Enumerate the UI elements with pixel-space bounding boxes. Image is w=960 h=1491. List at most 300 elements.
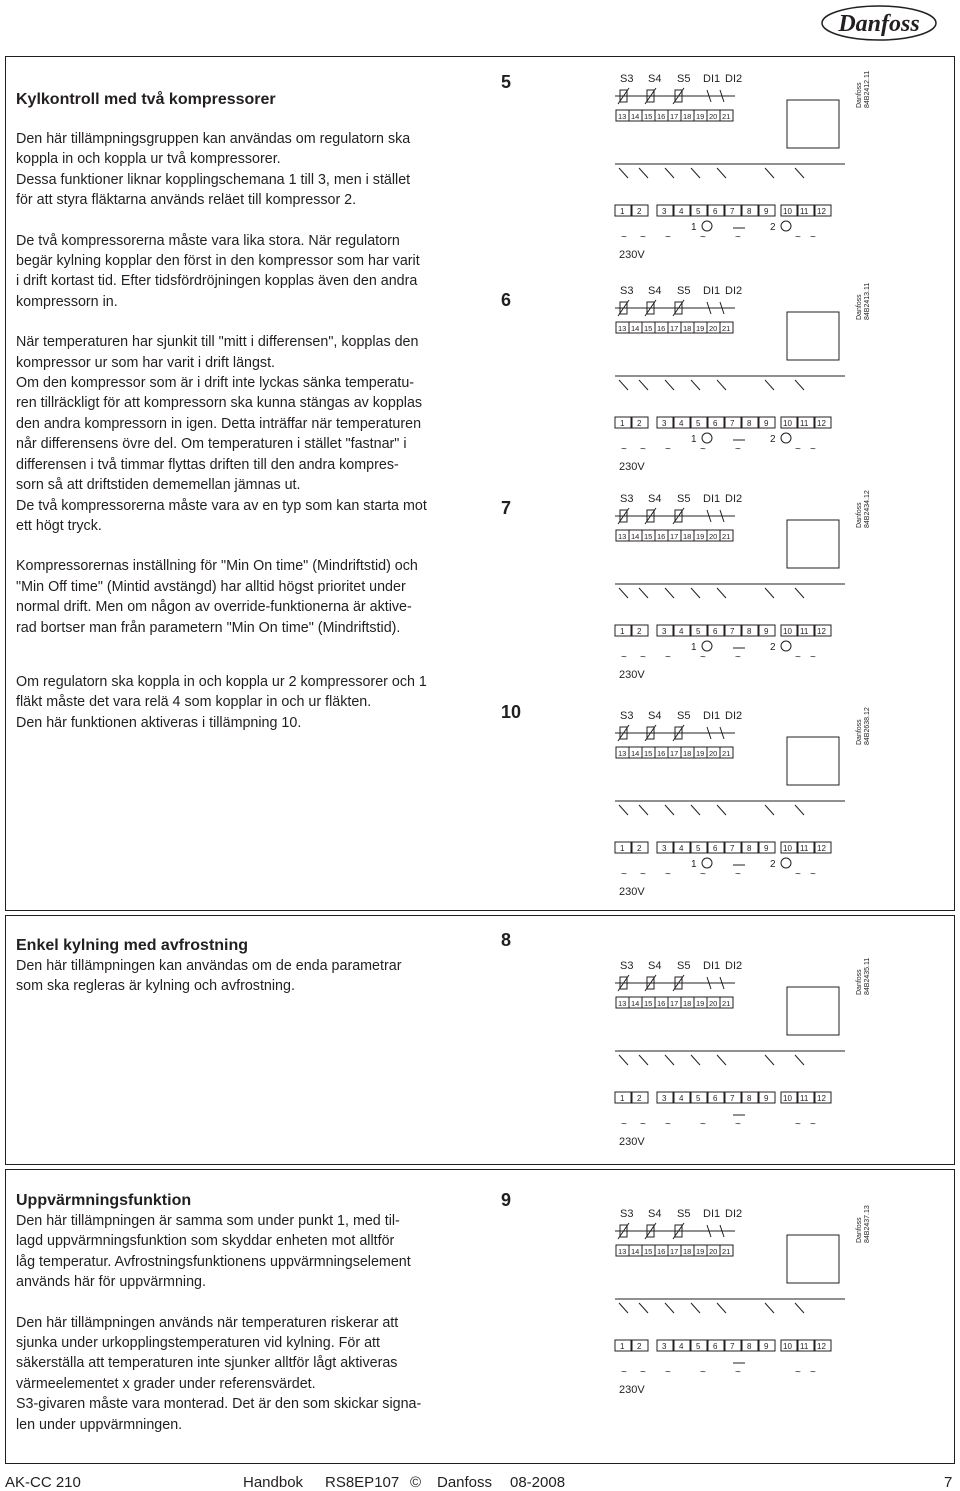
sensor-label: DI2 [725, 960, 743, 972]
bottom-terminal-label: 5 [696, 207, 701, 216]
bottom-terminal-label: 2 [637, 1094, 642, 1103]
sensor-label: S4 [648, 73, 662, 85]
bottom-terminal-label: 1 [620, 419, 625, 428]
sensor-label: DI2 [725, 285, 743, 297]
text-line: värmeelementet x grader under referensvärdet. [16, 1375, 316, 1392]
sensor-label: S5 [677, 73, 691, 85]
bottom-terminal-label: 2 [637, 627, 642, 636]
compressor-label: 1 [691, 222, 697, 233]
bottom-terminal-label: 1 [620, 844, 625, 853]
sensor-label: DI1 [703, 493, 721, 505]
controller-display [787, 312, 839, 360]
diagram-code-label: 84B2435.11 [864, 957, 871, 995]
text-line: sorn så att driftstiden dememellan jämnas ut. [16, 477, 301, 494]
sensor-label: S4 [648, 493, 662, 505]
ac-symbol: ~ [735, 444, 741, 455]
top-terminal-label: 19 [696, 1247, 705, 1256]
voltage-label: 230V [619, 249, 645, 261]
bottom-terminal-label: 5 [696, 1094, 701, 1103]
ac-symbol: ~ [640, 444, 646, 455]
relay-contact [665, 168, 674, 178]
wiring-diagram-svg [595, 488, 870, 688]
bottom-terminal-label: 12 [817, 207, 826, 216]
bottom-terminal-label: 11 [800, 627, 809, 636]
bottom-terminal-label: 5 [696, 419, 701, 428]
bottom-terminal-label: 2 [637, 207, 642, 216]
section-heating-text [16, 1191, 421, 1435]
diagram-number: 6 [501, 290, 512, 310]
bottom-terminal-label: 5 [696, 1342, 701, 1351]
bottom-terminal-label: 7 [730, 207, 735, 216]
sensor-label: DI1 [703, 1208, 721, 1220]
text-line: kompressor ur som har varit i drift längst. [16, 354, 276, 371]
text-line: De två kompressorerna måste vara av en typ som kan starta mot [16, 497, 427, 514]
wiring-diagram [595, 280, 870, 480]
ac-symbol: ~ [810, 869, 816, 880]
bottom-terminal-label: 10 [783, 1094, 792, 1103]
top-terminal-label: 15 [644, 532, 653, 541]
text-line: ren tillräckligt för att kompressorn ska kunna stängas av kopplas [16, 395, 423, 412]
text-line: Den här tillämpningen används när temperaturen riskerar att [16, 1314, 399, 1331]
top-terminal-label: 13 [618, 1247, 627, 1256]
top-terminal-label: 20 [709, 112, 718, 121]
relay-contact [639, 1303, 648, 1313]
sensor-label: S4 [648, 285, 662, 297]
compressor-icon [781, 858, 791, 868]
sensor-label: S3 [620, 710, 634, 722]
top-terminal-label: 15 [644, 324, 653, 333]
bottom-terminal-label: 4 [679, 627, 684, 636]
text-line: i drift kortast tid. Efter tidsfördröjningen kopplas även den andra [16, 273, 418, 290]
top-terminal-label: 19 [696, 324, 705, 333]
top-terminal-label: 18 [683, 532, 692, 541]
bottom-terminal-label: 3 [662, 627, 667, 636]
text-line: används här för uppvärmning. [16, 1274, 206, 1291]
top-terminal-label: 18 [683, 999, 692, 1008]
text-line: När temperaturen har sjunkit till "mitt i differensen", kopplas den [16, 334, 419, 351]
sensor-label: DI1 [703, 73, 721, 85]
footer-manual: Handbok [243, 1474, 304, 1491]
ac-symbol: ~ [621, 1367, 627, 1378]
relay-contact [717, 168, 726, 178]
relay-contact [765, 1303, 774, 1313]
ac-symbol: ~ [735, 869, 741, 880]
bottom-terminal-label: 10 [783, 844, 792, 853]
wiring-diagram [595, 955, 870, 1155]
compressor-icon [702, 433, 712, 443]
compressor-label: 1 [691, 859, 697, 870]
bottom-terminal-label: 5 [696, 844, 701, 853]
diagram-code-label: 84B2437.13 [864, 1205, 871, 1243]
wiring-diagram-svg [595, 955, 870, 1155]
copyright-icon: © [410, 1474, 422, 1491]
diagram-code [856, 1205, 871, 1243]
bottom-terminal-label: 9 [764, 1094, 769, 1103]
top-terminal-label: 16 [657, 112, 666, 121]
top-terminal-label: 17 [670, 1247, 679, 1256]
ac-symbol: ~ [665, 652, 671, 663]
text-line: säkerställa att temperaturen inte sjunker alltför lågt aktiveras [16, 1355, 398, 1372]
footer-code: RS8EP107 [325, 1474, 400, 1491]
voltage-label: 230V [619, 461, 645, 473]
ac-symbol: ~ [795, 444, 801, 455]
top-terminal-label: 16 [657, 999, 666, 1008]
maker-label: Danfoss [856, 1217, 863, 1243]
bottom-terminal-label: 8 [747, 1342, 752, 1351]
top-terminal-label: 17 [670, 324, 679, 333]
diagram-number: 7 [501, 498, 512, 518]
bottom-terminal-label: 12 [817, 419, 826, 428]
footer-model: AK-CC 210 [5, 1474, 81, 1491]
bottom-terminal-label: 2 [637, 1342, 642, 1351]
top-terminal-label: 16 [657, 324, 666, 333]
relay-contact [795, 380, 804, 390]
ac-symbol: ~ [810, 1367, 816, 1378]
bottom-terminal-label: 12 [817, 627, 826, 636]
compressor-icon [702, 641, 712, 651]
relay-contact [717, 805, 726, 815]
bottom-terminal-label: 1 [620, 1094, 625, 1103]
relay-contact [619, 588, 628, 598]
ac-symbol: ~ [810, 232, 816, 243]
bottom-terminal-label: 2 [637, 419, 642, 428]
bottom-terminal-label: 10 [783, 419, 792, 428]
diagram-code-label: 84B2413.11 [864, 282, 871, 320]
diagram-code-label: 84B2434.12 [864, 490, 871, 528]
ac-symbol: ~ [621, 444, 627, 455]
voltage-label: 230V [619, 1384, 645, 1396]
relay-contact [717, 588, 726, 598]
diagram-code-label: 84B2638.12 [864, 707, 871, 745]
ac-symbol: ~ [735, 1367, 741, 1378]
relay-contact [665, 380, 674, 390]
sensor-label: S4 [648, 710, 662, 722]
sensor-label: DI1 [703, 960, 721, 972]
bottom-terminal-label: 9 [764, 419, 769, 428]
top-terminal-label: 21 [722, 749, 731, 758]
relay-contact [795, 168, 804, 178]
bottom-terminal-label: 3 [662, 419, 667, 428]
ac-symbol: ~ [810, 1119, 816, 1130]
ac-symbol: ~ [665, 869, 671, 880]
bottom-terminal-label: 6 [713, 207, 718, 216]
sensor-label: S4 [648, 1208, 662, 1220]
top-terminal-label: 14 [631, 1247, 640, 1256]
compressor-label: 2 [770, 859, 776, 870]
relay-contact [665, 805, 674, 815]
bottom-terminal-label: 12 [817, 1342, 826, 1351]
wiring-diagram [595, 705, 870, 905]
relay-contact [619, 1303, 628, 1313]
relay-contact [639, 168, 648, 178]
relay-contact [717, 1055, 726, 1065]
wiring-diagram-svg [595, 68, 870, 268]
relay-contact [717, 1303, 726, 1313]
bottom-terminal-label: 11 [800, 844, 809, 853]
text-line: Den här funktionen aktiveras i tillämpning 10. [16, 714, 302, 731]
text-line: fläkt måste det vara relä 4 som kopplar in och ur fläkten. [16, 694, 372, 711]
text-line: len under uppvärmningen. [16, 1416, 183, 1433]
relay-contact [765, 1055, 774, 1065]
diagram-code [856, 71, 871, 108]
top-terminal-label: 20 [709, 749, 718, 758]
relay-contact [795, 805, 804, 815]
bottom-terminal-label: 7 [730, 1342, 735, 1351]
relay-contact [639, 588, 648, 598]
sensor-label: DI1 [703, 710, 721, 722]
relay-contact [639, 805, 648, 815]
bottom-terminal-label: 7 [730, 419, 735, 428]
sensor-label: S3 [620, 493, 634, 505]
bottom-terminal-label: 11 [800, 1342, 809, 1351]
bottom-terminal-label: 6 [713, 627, 718, 636]
wiring-diagram-svg [595, 1203, 870, 1403]
sensor-label: DI2 [725, 710, 743, 722]
relay-contact [691, 168, 700, 178]
ac-symbol: ~ [621, 652, 627, 663]
top-terminal-label: 18 [683, 749, 692, 758]
sensor-label: S5 [677, 960, 691, 972]
sensor-label: S4 [648, 960, 662, 972]
voltage-label: 230V [619, 886, 645, 898]
ac-symbol: ~ [735, 652, 741, 663]
text-line: låg temperatur. Avfrostningsfunktionens uppvärmningselement [16, 1253, 411, 1270]
diagram-code [856, 958, 871, 995]
sensor-label: DI1 [703, 285, 721, 297]
bottom-terminal-label: 11 [800, 207, 809, 216]
ac-symbol: ~ [700, 869, 706, 880]
top-terminal-label: 19 [696, 112, 705, 121]
text-line: för att styra fläktarna används reläet till kompressor 2. [16, 192, 357, 209]
top-terminal-label: 19 [696, 999, 705, 1008]
ac-symbol: ~ [700, 1119, 706, 1130]
bottom-terminal-label: 8 [747, 627, 752, 636]
ac-symbol: ~ [665, 1119, 671, 1130]
bottom-terminal-label: 10 [783, 207, 792, 216]
bottom-terminal-label: 5 [696, 627, 701, 636]
text-line: Dessa funktioner liknar kopplingschemana 1 till 3, men i stället [16, 171, 411, 188]
wiring-diagram [595, 68, 870, 268]
top-terminal-label: 19 [696, 749, 705, 758]
text-line: ett högt tryck. [16, 517, 102, 534]
bottom-terminal-label: 6 [713, 1342, 718, 1351]
sensor-label: DI2 [725, 73, 743, 85]
bottom-terminal-label: 10 [783, 1342, 792, 1351]
ac-symbol: ~ [700, 232, 706, 243]
ac-symbol: ~ [700, 1367, 706, 1378]
heading-defrost: Enkel kylning med avfrostning [16, 937, 249, 954]
compressor-icon [781, 221, 791, 231]
sensor-label: S3 [620, 285, 634, 297]
top-terminal-label: 14 [631, 532, 640, 541]
top-terminal-label: 17 [670, 112, 679, 121]
top-terminal-label: 17 [670, 532, 679, 541]
top-terminal-label: 20 [709, 999, 718, 1008]
relay-contact [665, 588, 674, 598]
relay-contact [765, 805, 774, 815]
bottom-terminal-label: 7 [730, 1094, 735, 1103]
bottom-terminal-label: 2 [637, 844, 642, 853]
controller-display [787, 100, 839, 148]
text-line: Den här tillämpningen kan användas om de enda parametrar [16, 958, 402, 974]
relay-contact [691, 380, 700, 390]
bottom-terminal-label: 3 [662, 1094, 667, 1103]
text-line: begär kylning kopplar den först in den kompressor som har varit [16, 253, 420, 270]
relay-contact [619, 380, 628, 390]
danfoss-logo [820, 4, 938, 47]
bottom-terminal-label: 9 [764, 207, 769, 216]
top-terminal-label: 20 [709, 532, 718, 541]
relay-contact [639, 1055, 648, 1065]
bottom-terminal-label: 3 [662, 1342, 667, 1351]
heading-two-compressors: Kylkontroll med två kompressorer [16, 91, 276, 108]
text-line: Kompressorernas inställning för "Min On time" (Mindriftstid) och [16, 558, 418, 575]
top-terminal-label: 16 [657, 749, 666, 758]
bottom-terminal-label: 9 [764, 1342, 769, 1351]
ac-symbol: ~ [621, 232, 627, 243]
bottom-terminal-label: 3 [662, 844, 667, 853]
compressor-label: 1 [691, 642, 697, 653]
bottom-terminal-label: 8 [747, 1094, 752, 1103]
bottom-terminal-label: 4 [679, 1094, 684, 1103]
bottom-terminal-label: 6 [713, 1094, 718, 1103]
ac-symbol: ~ [795, 1119, 801, 1130]
section-defrost-text [16, 936, 401, 997]
bottom-terminal-label: 7 [730, 844, 735, 853]
text-line: "Min Off time" (Mintid avstängd) har alltid högst prioritet under [16, 578, 406, 595]
text-line: Den här tillämpningen är samma som under punkt 1, med til- [16, 1213, 400, 1229]
bottom-terminal-label: 8 [747, 207, 752, 216]
compressor-label: 2 [770, 434, 776, 445]
top-terminal-label: 13 [618, 324, 627, 333]
top-terminal-label: 15 [644, 999, 653, 1008]
relay-contact [639, 380, 648, 390]
sensor-label: S3 [620, 1208, 634, 1220]
top-terminal-label: 13 [618, 999, 627, 1008]
text-line: som ska regleras är kylning och avfrostning. [16, 978, 295, 995]
controller-display [787, 1235, 839, 1283]
sensor-label: DI2 [725, 1208, 743, 1220]
footer-company: Danfoss [437, 1474, 493, 1491]
top-terminal-label: 16 [657, 532, 666, 541]
text-line: når differensens övre del. Om temperaturen i stället "fastnar" i [16, 436, 407, 453]
wiring-diagram-svg [595, 705, 870, 905]
bottom-terminal-label: 8 [747, 419, 752, 428]
top-terminal-label: 15 [644, 1247, 653, 1256]
bottom-terminal-label: 12 [817, 1094, 826, 1103]
maker-label: Danfoss [856, 294, 863, 320]
ac-symbol: ~ [665, 1367, 671, 1378]
ac-symbol: ~ [795, 652, 801, 663]
bottom-terminal-label: 9 [764, 844, 769, 853]
voltage-label: 230V [619, 669, 645, 681]
text-line: Den här tillämpningsgruppen kan användas om regulatorn ska [16, 131, 411, 147]
bottom-terminal-label: 4 [679, 1342, 684, 1351]
top-terminal-label: 13 [618, 749, 627, 758]
bottom-terminal-label: 6 [713, 419, 718, 428]
ac-symbol: ~ [810, 444, 816, 455]
sensor-label: S5 [677, 285, 691, 297]
diagram-code [856, 707, 871, 745]
bottom-terminal-label: 9 [764, 627, 769, 636]
ac-symbol: ~ [795, 232, 801, 243]
text-line: normal drift. Men om någon av override-funktionerna är aktive- [16, 599, 412, 616]
text-line: rad bortser man från parametern "Min On time" (Mindriftstid). [16, 619, 401, 636]
top-terminal-label: 21 [722, 532, 731, 541]
maker-label: Danfoss [856, 82, 863, 108]
bottom-terminal-label: 4 [679, 419, 684, 428]
top-terminal-label: 15 [644, 112, 653, 121]
top-terminal-label: 20 [709, 1247, 718, 1256]
relay-contact [691, 805, 700, 815]
top-terminal-label: 18 [683, 1247, 692, 1256]
top-terminal-label: 14 [631, 112, 640, 121]
top-terminal-label: 13 [618, 112, 627, 121]
section-compressors-text [16, 90, 427, 733]
relay-contact [795, 588, 804, 598]
compressor-label: 2 [770, 642, 776, 653]
bottom-terminal-label: 10 [783, 627, 792, 636]
relay-contact [795, 1303, 804, 1313]
relay-contact [619, 805, 628, 815]
top-terminal-label: 13 [618, 532, 627, 541]
diagram-code [856, 283, 871, 320]
ac-symbol: ~ [810, 652, 816, 663]
ac-symbol: ~ [640, 1119, 646, 1130]
text-line: kompressorn in. [16, 293, 118, 310]
ac-symbol: ~ [621, 869, 627, 880]
controller-display [787, 987, 839, 1035]
diagram-code-label: 84B2412.11 [864, 70, 871, 108]
text-line: Om den kompressor som är i drift inte lyckas sänka temperatu- [16, 375, 415, 392]
diagram-number: 10 [501, 702, 522, 722]
maker-label: Danfoss [856, 969, 863, 995]
ac-symbol: ~ [640, 652, 646, 663]
top-terminal-label: 16 [657, 1247, 666, 1256]
top-terminal-label: 14 [631, 324, 640, 333]
relay-contact [795, 1055, 804, 1065]
bottom-terminal-label: 11 [800, 419, 809, 428]
text-line: De två kompressorerna måste vara lika stora. När regulatorn [16, 232, 400, 249]
ac-symbol: ~ [621, 1119, 627, 1130]
bottom-terminal-label: 8 [747, 844, 752, 853]
text-line: Om regulatorn ska koppla in och koppla ur 2 kompressorer och 1 [16, 673, 427, 690]
controller-display [787, 520, 839, 568]
compressor-icon [781, 433, 791, 443]
bottom-terminal-label: 7 [730, 627, 735, 636]
ac-symbol: ~ [665, 232, 671, 243]
bottom-terminal-label: 4 [679, 207, 684, 216]
sensor-label: S3 [620, 73, 634, 85]
sensor-label: S5 [677, 1208, 691, 1220]
diagram-number: 8 [501, 930, 512, 950]
bottom-terminal-label: 3 [662, 207, 667, 216]
top-terminal-label: 19 [696, 532, 705, 541]
top-terminal-label: 21 [722, 112, 731, 121]
top-terminal-label: 18 [683, 324, 692, 333]
bottom-terminal-label: 1 [620, 207, 625, 216]
text-line: S3-givaren måste vara monterad. Det är den som skickar signa- [16, 1396, 422, 1413]
brand-logotype: Danfoss [838, 11, 920, 37]
relay-contact [665, 1055, 674, 1065]
voltage-label: 230V [619, 1136, 645, 1148]
ac-symbol: ~ [795, 869, 801, 880]
top-terminal-label: 14 [631, 749, 640, 758]
wiring-diagram [595, 1203, 870, 1403]
top-terminal-label: 20 [709, 324, 718, 333]
ac-symbol: ~ [640, 232, 646, 243]
top-terminal-label: 14 [631, 999, 640, 1008]
